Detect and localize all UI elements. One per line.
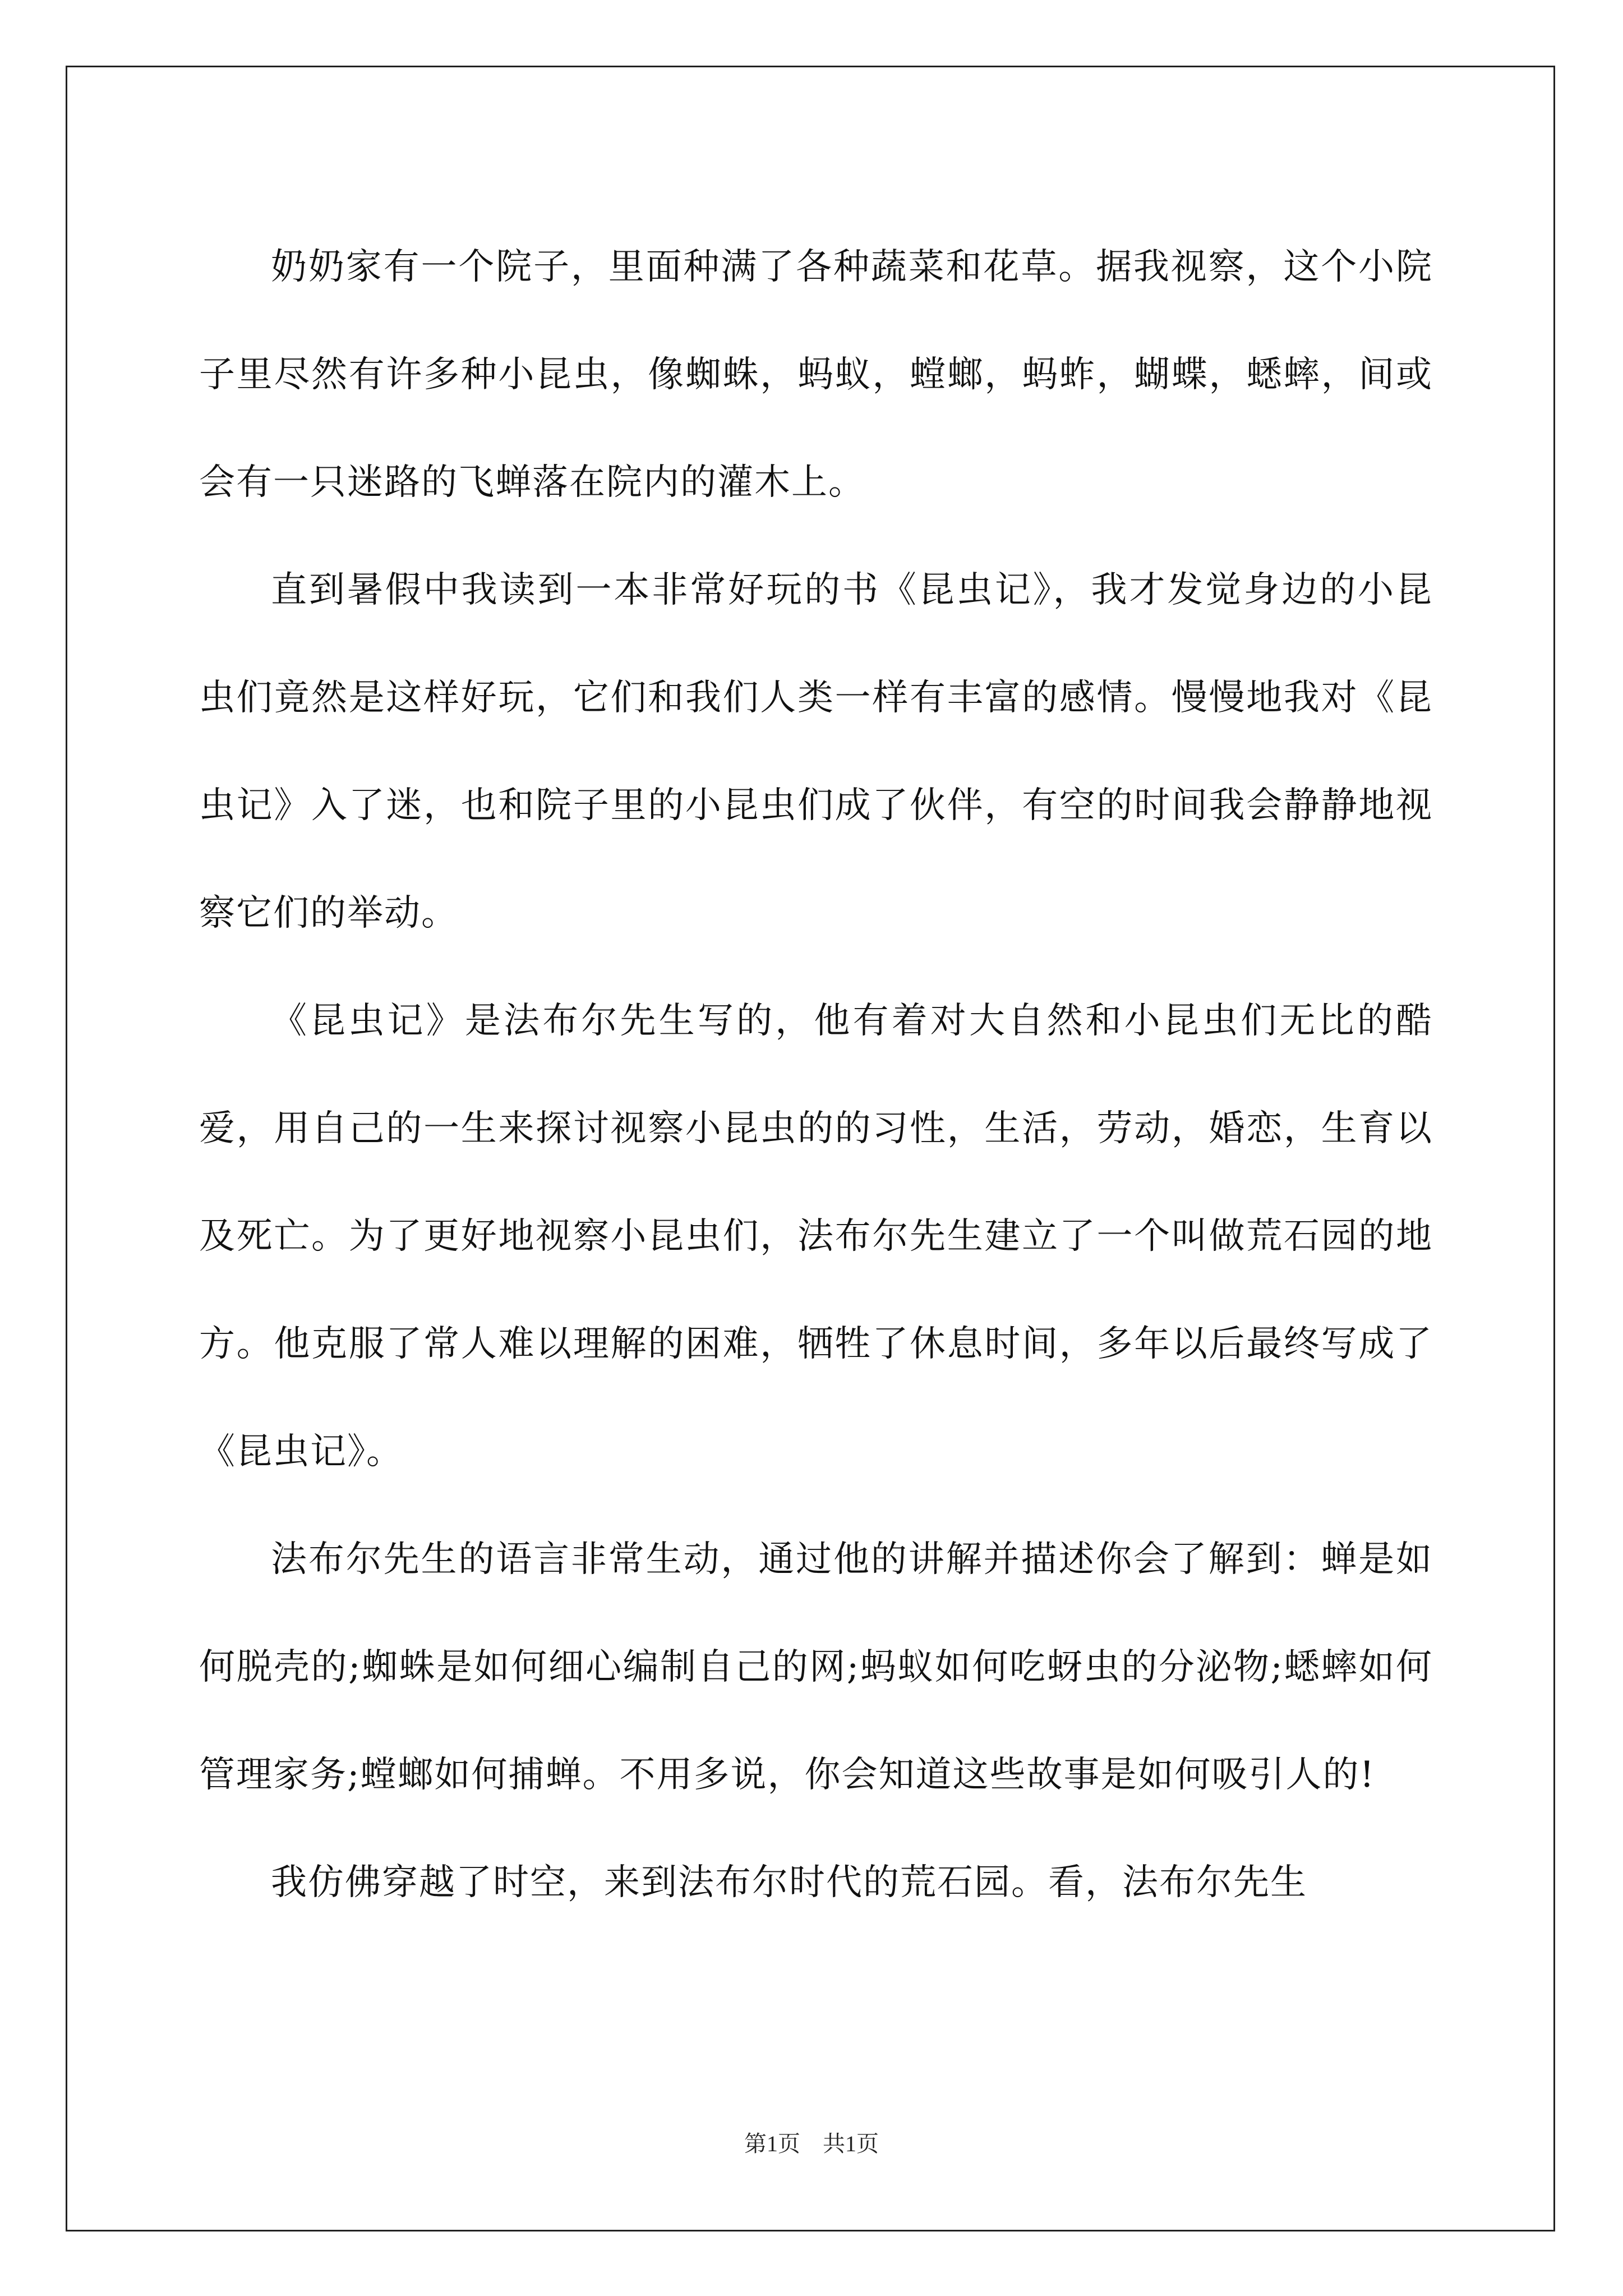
- paragraph-1: 奶奶家有一个院子，里面种满了各种蔬菜和花草。据我视察，这个小院子里尽然有许多种小昆虫，像蜘蛛，蚂蚁，螳螂，蚂蚱，蝴蝶，蟋蟀，间或会有一只迷路的飞蝉落在院内的灌木上。: [199, 246, 1433, 503]
- paragraph-4: 法布尔先生的语言非常生动，通过他的讲解并描述你会了解到：蝉是如何脱壳的;蜘蛛是如何细心编制自己的网;蚂蚁如何吃蚜虫的分泌物;蟋蟀如何管理家务;螳螂如何捕蝉。不用多说，你会知道这些故事是如何吸引人的!: [199, 1539, 1433, 1796]
- paragraph-3: 《昆虫记》是法布尔先生写的，他有着对大自然和小昆虫们无比的酷爱，用自己的一生来探讨视察小昆虫的的习性，生活，劳动，婚恋，生育以及死亡。为了更好地视察小昆虫们，法布尔先生建立了一个叫做荒石园的地方。他克服了常人难以理解的困难，牺牲了休息时间，多年以后最终写成了《昆虫记》。: [199, 1000, 1433, 1473]
- document-body: [199, 213, 1433, 1936]
- page-total: 共1页: [823, 2131, 879, 2156]
- paragraph-5: 我仿佛穿越了时空，来到法布尔时代的荒石园。看，法布尔先生: [271, 1862, 1307, 1903]
- page-number: 第1页: [744, 2131, 800, 2156]
- paragraph-2: 直到暑假中我读到一本非常好玩的书《昆虫记》，我才发觉身边的小昆虫们竟然是这样好玩，它们和我们人类一样有丰富的感情。慢慢地我对《昆虫记》入了迷，也和院子里的小昆虫们成了伙伴，有空的时间我会静静地视察它们的举动。: [199, 569, 1433, 934]
- page-footer: [0, 2130, 1623, 2158]
